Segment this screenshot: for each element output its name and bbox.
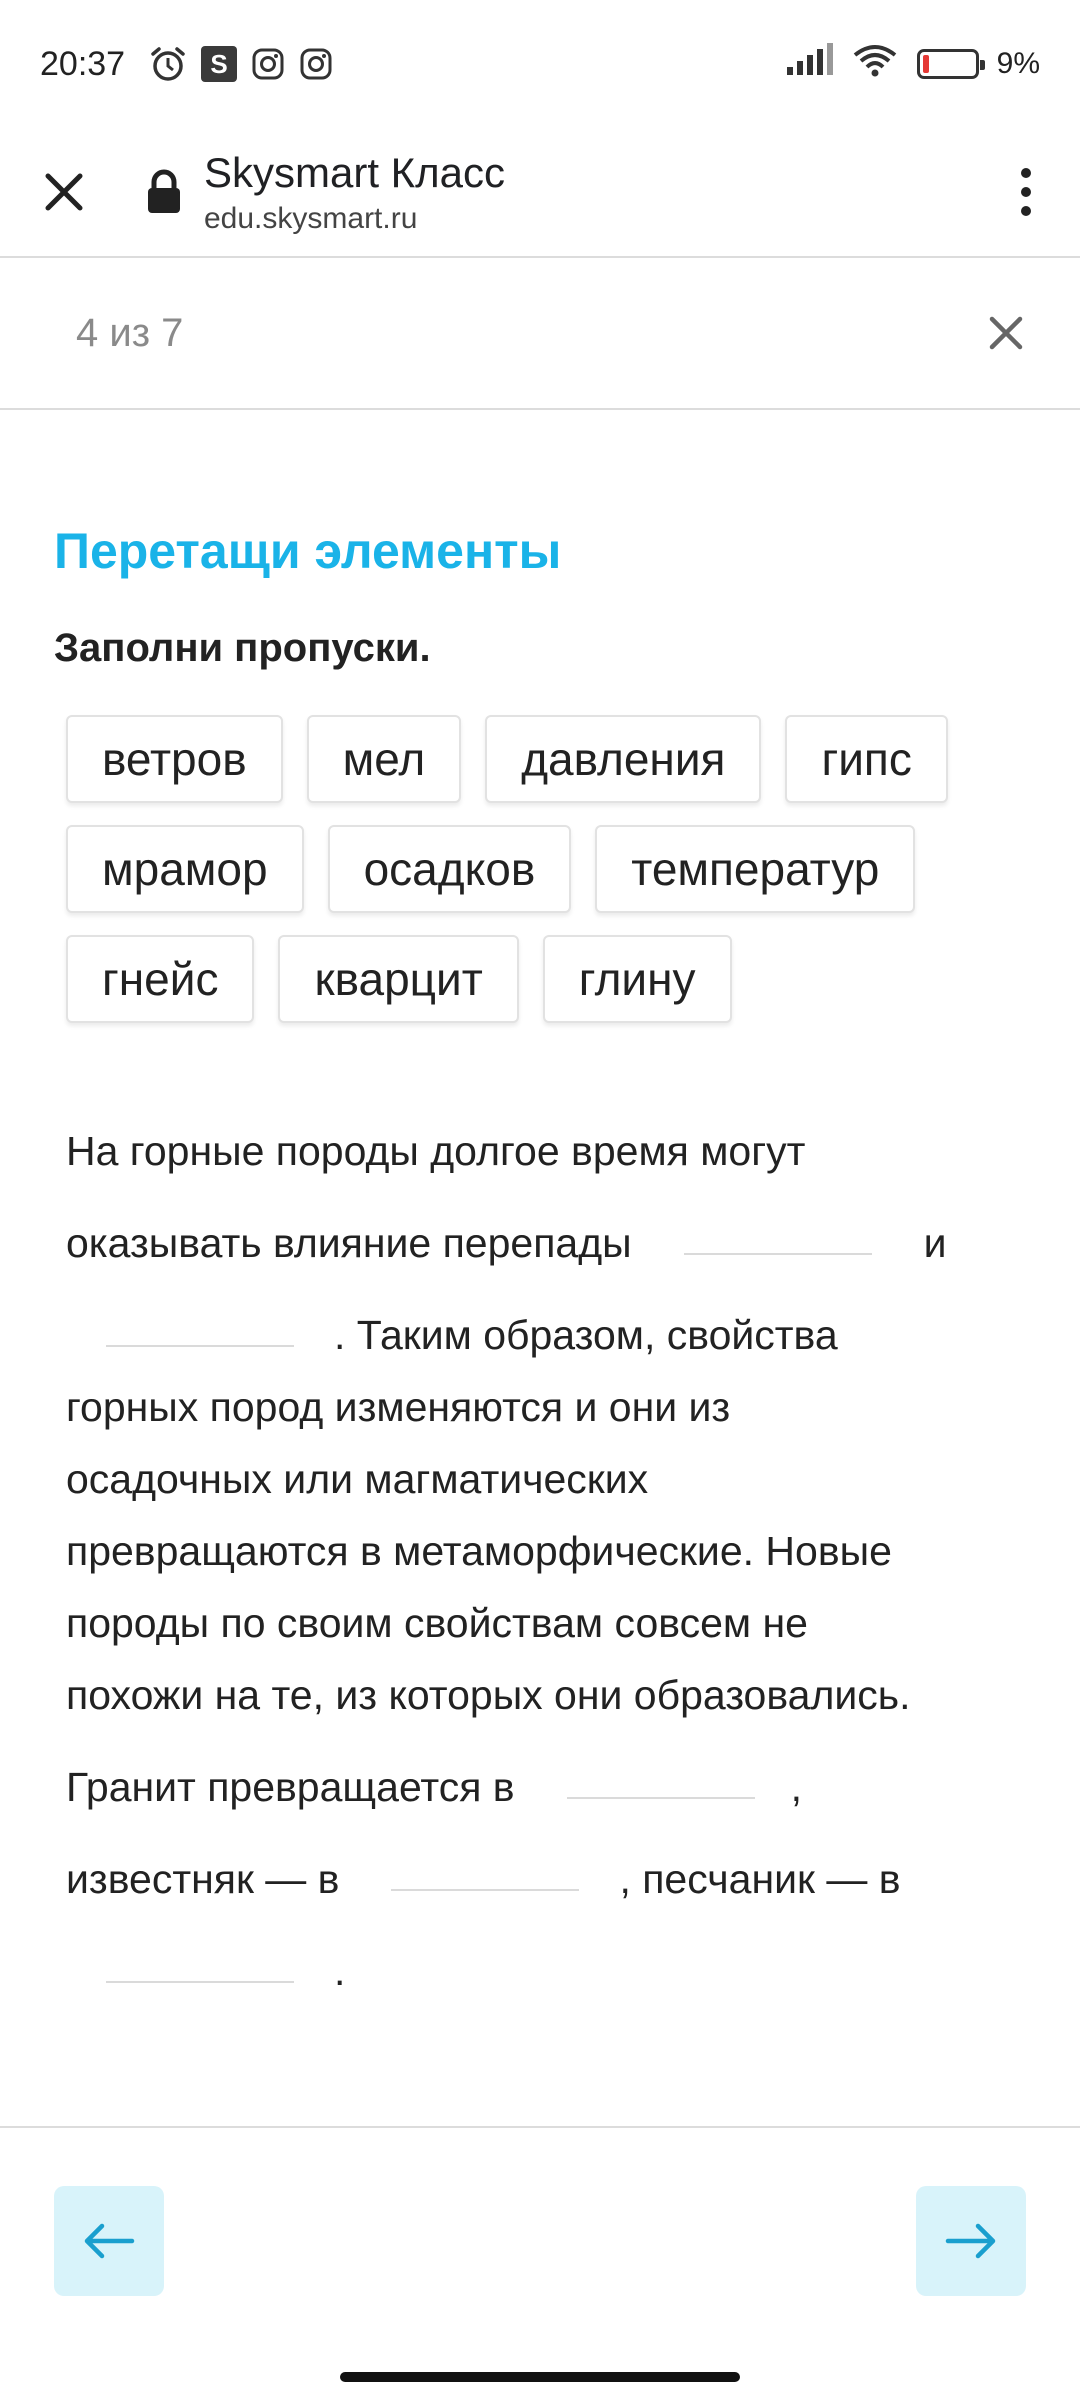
text-segment: , песчаник — в bbox=[619, 1856, 901, 1902]
progress-header bbox=[0, 258, 1080, 410]
text-line bbox=[66, 1175, 1026, 1267]
text-segment: Гранит превращается в bbox=[66, 1764, 515, 1810]
bottom-navigation bbox=[0, 2126, 1080, 2128]
home-indicator[interactable] bbox=[340, 2372, 740, 2382]
draggable-word-chip[interactable]: кварцит bbox=[278, 935, 518, 1023]
draggable-word-chip[interactable]: гипс bbox=[785, 715, 947, 803]
draggable-word-chip[interactable]: мел bbox=[307, 715, 462, 803]
previous-button[interactable] bbox=[54, 2186, 164, 2296]
site-title: Skysmart Класс bbox=[204, 148, 506, 196]
text-line bbox=[66, 1575, 1026, 1647]
status-bar bbox=[0, 0, 1080, 128]
browser-toolbar bbox=[0, 128, 1080, 258]
text-line bbox=[66, 1431, 1026, 1503]
text-segment: похожи на те, из которых они образовались. bbox=[66, 1672, 911, 1718]
drop-slot[interactable] bbox=[106, 1981, 294, 1983]
close-tab-icon[interactable] bbox=[34, 162, 94, 222]
text-line bbox=[66, 1903, 1026, 1995]
text-segment: осадочных или магматических bbox=[66, 1456, 649, 1502]
status-time: 20:37 bbox=[40, 44, 126, 83]
text-line bbox=[66, 1719, 1026, 1811]
drop-slot[interactable] bbox=[391, 1889, 579, 1891]
text-segment: и bbox=[923, 1220, 947, 1266]
text-segment: известняк — в bbox=[66, 1856, 340, 1902]
battery-icon bbox=[917, 49, 979, 79]
instagram-icon bbox=[251, 47, 285, 81]
draggable-word-chip[interactable]: температур bbox=[595, 825, 915, 913]
text-line bbox=[66, 1359, 1026, 1431]
arrow-left-icon bbox=[82, 2221, 136, 2261]
lock-icon bbox=[144, 169, 184, 215]
task-title: Перетащи элементы bbox=[54, 523, 562, 579]
arrow-right-icon bbox=[944, 2221, 998, 2261]
draggable-word-chip[interactable]: ветров bbox=[66, 715, 283, 803]
text-line bbox=[66, 1103, 1026, 1175]
site-url: edu.skysmart.ru bbox=[204, 202, 418, 236]
draggable-word-chip[interactable]: давления bbox=[485, 715, 761, 803]
drop-slot[interactable] bbox=[567, 1797, 755, 1799]
text-segment: породы по своим свойствам совсем не bbox=[66, 1600, 808, 1646]
draggable-word-chip[interactable]: осадков bbox=[328, 825, 572, 913]
next-button[interactable] bbox=[916, 2186, 1026, 2296]
text-segment: превращаются в метаморфические. Новые bbox=[66, 1528, 892, 1574]
text-segment: На горные породы долгое время могут bbox=[66, 1128, 806, 1174]
word-bank bbox=[66, 715, 1026, 1023]
text-segment: оказывать влияние перепады bbox=[66, 1220, 632, 1266]
fill-in-text bbox=[66, 1103, 1026, 1995]
drop-slot[interactable] bbox=[106, 1345, 294, 1347]
text-line bbox=[66, 1267, 1026, 1359]
signal-icon bbox=[785, 43, 833, 86]
text-segment: , bbox=[790, 1764, 802, 1810]
draggable-word-chip[interactable]: мрамор bbox=[66, 825, 304, 913]
text-segment: . bbox=[334, 1948, 346, 1994]
exercise-content bbox=[54, 410, 1026, 1995]
text-line bbox=[66, 1811, 1026, 1903]
wifi-icon bbox=[851, 43, 899, 86]
alarm-icon bbox=[149, 45, 187, 83]
text-segment: горных пород изменяются и они из bbox=[66, 1384, 731, 1430]
text-line bbox=[66, 1503, 1026, 1575]
instagram-icon bbox=[299, 47, 333, 81]
progress-counter: 4 из 7 bbox=[76, 310, 184, 355]
draggable-word-chip[interactable]: глину bbox=[543, 935, 732, 1023]
s-app-icon: S bbox=[201, 46, 237, 82]
text-line bbox=[66, 1647, 1026, 1719]
site-info[interactable] bbox=[204, 148, 505, 236]
text-segment: . Таким образом, свойства bbox=[334, 1312, 838, 1358]
close-exercise-icon[interactable] bbox=[984, 311, 1028, 355]
task-instruction: Заполни пропуски. bbox=[54, 626, 431, 670]
drop-slot[interactable] bbox=[684, 1253, 872, 1255]
more-options-icon[interactable] bbox=[1016, 168, 1036, 216]
draggable-word-chip[interactable]: гнейс bbox=[66, 935, 254, 1023]
battery-percent: 9% bbox=[996, 47, 1040, 80]
